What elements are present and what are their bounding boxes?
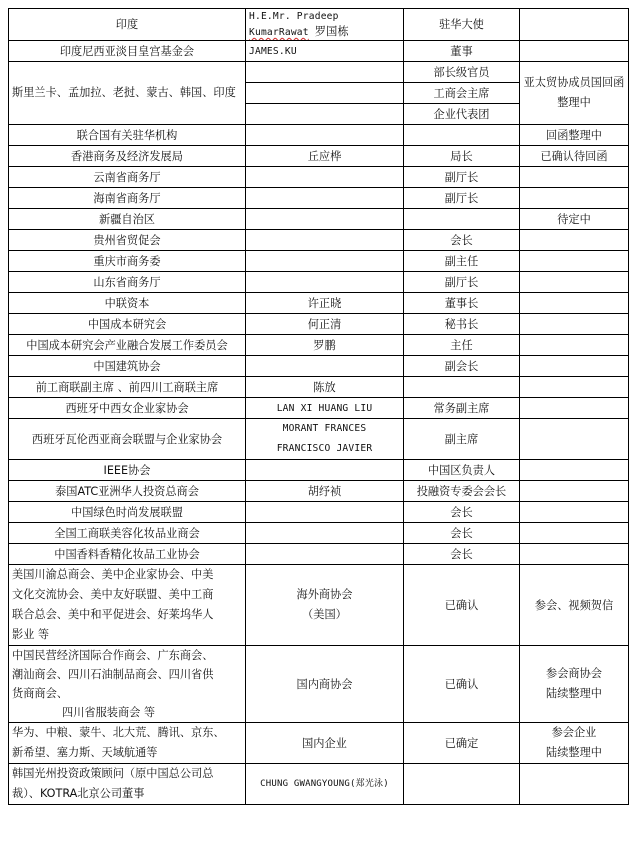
status-cell [520,251,629,272]
status-cell [520,544,629,565]
title-cell: 会长 [404,544,520,565]
title-cell: 会长 [404,523,520,544]
status-cell [520,41,629,62]
title-cell [404,764,520,805]
name-cell [246,272,404,293]
name-cell [246,523,404,544]
org-cell: 斯里兰卡、孟加拉、老挝、蒙古、韩国、印度 [9,62,246,125]
name-line: FRANCISCO JAVIER [276,443,373,454]
title-cell: 副主席 [404,419,520,460]
status-cell [520,377,629,398]
table-row [9,62,629,83]
org-line: 货商商会、 [12,687,68,700]
status-cell: 参会、视频贺信 [520,565,629,646]
name-cell [246,209,404,230]
header-title: 驻华大使 [404,9,520,41]
org-cell: 重庆市商务委 [9,251,246,272]
name-cell: 丘应桦 [246,146,404,167]
status-cell [520,272,629,293]
table-row [9,481,629,502]
status-cell [520,314,629,335]
title-cell: 副厅长 [404,272,520,293]
org-line: 文化交流协会、美中友好联盟、美中工商 [12,588,214,601]
name-cell [246,460,404,481]
name-line: 海外商协会 [296,588,353,601]
title-cell: 副厅长 [404,167,520,188]
name-cell: 国内商协会 [246,646,404,723]
status-cell [520,356,629,377]
table-row [9,9,629,41]
name-cell [246,419,404,460]
org-cell: 香港商务及经济发展局 [9,146,246,167]
org-cell: 海南省商务厅 [9,188,246,209]
table-row [9,272,629,293]
title-cell [404,209,520,230]
title-cell [404,377,520,398]
org-line: 裁）、KOTRA北京公司董事 [12,787,145,800]
name-cell [246,125,404,146]
status-cell: 亚太贸协成员国回函整理中 [520,62,629,125]
name-cell [246,251,404,272]
table-row [9,293,629,314]
org-line: 潮汕商会、四川石油制品商会、四川省供 [12,668,214,681]
status-cell: 已确认待回函 [520,146,629,167]
org-cell: 印度尼西亚淡目皇宫基金会 [9,41,246,62]
header-status [520,9,629,41]
name-cell: 罗鹏 [246,335,404,356]
status-cell: 待定中 [520,209,629,230]
org-line: 美国川渝总商会、美中企业家协会、中美 [12,568,214,581]
status-cell [520,764,629,805]
org-cell: 中国建筑协会 [9,356,246,377]
table-row [9,764,629,805]
header-ambassador-name [246,9,404,41]
title-cell [404,125,520,146]
org-cell: 中国香料香精化妆品工业协会 [9,544,246,565]
table-row [9,335,629,356]
title-cell: 部长级官员 [404,62,520,83]
name-cell [246,188,404,209]
table-row [9,502,629,523]
name-cell: 许正晓 [246,293,404,314]
title-cell: 投融资专委会会长 [404,481,520,502]
title-cell: 局长 [404,146,520,167]
org-line: 四川省服装商会 等 [62,706,156,719]
org-cell: IEEE协会 [9,460,246,481]
table-row [9,230,629,251]
org-cell: 山东省商务厅 [9,272,246,293]
org-cell: 新疆自治区 [9,209,246,230]
name-cell [246,83,404,104]
name-cell [246,167,404,188]
org-line: 韩国光州投资政策顾问（原中国总公司总 [12,767,214,780]
status-line: 陆续整理中 [546,687,602,700]
name-cell: 何正清 [246,314,404,335]
org-cell: 联合国有关驻华机构 [9,125,246,146]
name-cell: JAMES.KU [246,41,404,62]
title-cell: 中国区负责人 [404,460,520,481]
org-cell: 贵州省贸促会 [9,230,246,251]
table-row [9,209,629,230]
table-row [9,460,629,481]
table-row [9,565,629,646]
table-row [9,188,629,209]
org-cell: 前工商联副主席 、前四川工商联主席 [9,377,246,398]
name-cell: 陈放 [246,377,404,398]
title-cell: 副会长 [404,356,520,377]
org-cell: 中国成本研究会产业融合发展工作委员会 [9,335,246,356]
guest-table [8,8,629,805]
table-row [9,398,629,419]
status-cell [520,230,629,251]
status-cell [520,481,629,502]
org-cell: 西班牙中西女企业家协会 [9,398,246,419]
header-country: 印度 [9,9,246,41]
ambassador-name-line2: KumarRawat [249,27,309,38]
status-cell: 回函整理中 [520,125,629,146]
title-cell: 工商会主席 [404,83,520,104]
status-cell [520,335,629,356]
table-row [9,251,629,272]
status-cell [520,523,629,544]
table-row [9,723,629,764]
org-cell: 云南省商务厅 [9,167,246,188]
org-cell: 中国成本研究会 [9,314,246,335]
org-cell: 中国绿色时尚发展联盟 [9,502,246,523]
ambassador-name-line1: H.E.Mr. Pradeep [249,11,339,22]
org-line: 联合总会、美中和平促进会、好莱坞华人 [12,608,214,621]
document-page [8,8,628,805]
title-cell: 副主任 [404,251,520,272]
status-line: 陆续整理中 [546,746,602,759]
org-cell [9,646,246,723]
status-cell [520,293,629,314]
org-line: 影业 等 [12,628,50,641]
table-row [9,646,629,723]
org-cell [9,565,246,646]
org-line: 华为、中粮、蒙牛、北大荒、腾讯、京东、 [12,726,225,739]
title-cell: 会长 [404,230,520,251]
title-cell: 常务副主席 [404,398,520,419]
org-cell: 全国工商联美容化妆品业商会 [9,523,246,544]
title-cell: 会长 [404,502,520,523]
name-cell: 胡纾祯 [246,481,404,502]
table-row [9,314,629,335]
table-row [9,125,629,146]
name-cell [246,62,404,83]
status-cell [520,167,629,188]
title-cell: 已确认 [404,646,520,723]
org-line: 新希望、塞力斯、天域航通等 [12,746,158,759]
status-cell [520,502,629,523]
title-cell: 董事 [404,41,520,62]
table-row [9,167,629,188]
org-cell [9,764,246,805]
ambassador-cn-name: 罗国栋 [314,25,349,38]
status-cell [520,419,629,460]
status-cell [520,460,629,481]
table-row [9,419,629,460]
org-line: 中国民营经济国际合作商会、广东商会、 [12,649,214,662]
table-row [9,377,629,398]
status-line: 参会商协会 [546,667,602,680]
status-cell [520,723,629,764]
name-cell [246,544,404,565]
name-line: （美国） [302,608,347,621]
title-cell: 董事长 [404,293,520,314]
name-cell: 国内企业 [246,723,404,764]
name-cell [246,502,404,523]
title-cell: 已确定 [404,723,520,764]
status-line: 参会企业 [551,726,597,739]
table-row [9,146,629,167]
org-cell: 中联资本 [9,293,246,314]
name-cell [246,565,404,646]
name-cell [246,356,404,377]
title-cell: 主任 [404,335,520,356]
title-cell: 副厅长 [404,188,520,209]
status-cell [520,646,629,723]
table-row [9,523,629,544]
name-cell [246,104,404,125]
name-cell [246,230,404,251]
title-cell: 企业代表团 [404,104,520,125]
org-cell: 西班牙瓦伦西亚商会联盟与企业家协会 [9,419,246,460]
title-cell: 已确认 [404,565,520,646]
title-cell: 秘书长 [404,314,520,335]
status-cell [520,188,629,209]
org-cell: 泰国ATC亚洲华人投资总商会 [9,481,246,502]
name-cell: CHUNG GWANGYOUNG(郑光泳) [246,764,404,805]
table-row [9,356,629,377]
org-cell [9,723,246,764]
name-cell: LAN XI HUANG LIU [246,398,404,419]
status-cell [520,398,629,419]
table-row [9,41,629,62]
table-row [9,544,629,565]
name-line: MORANT FRANCES [282,423,367,434]
